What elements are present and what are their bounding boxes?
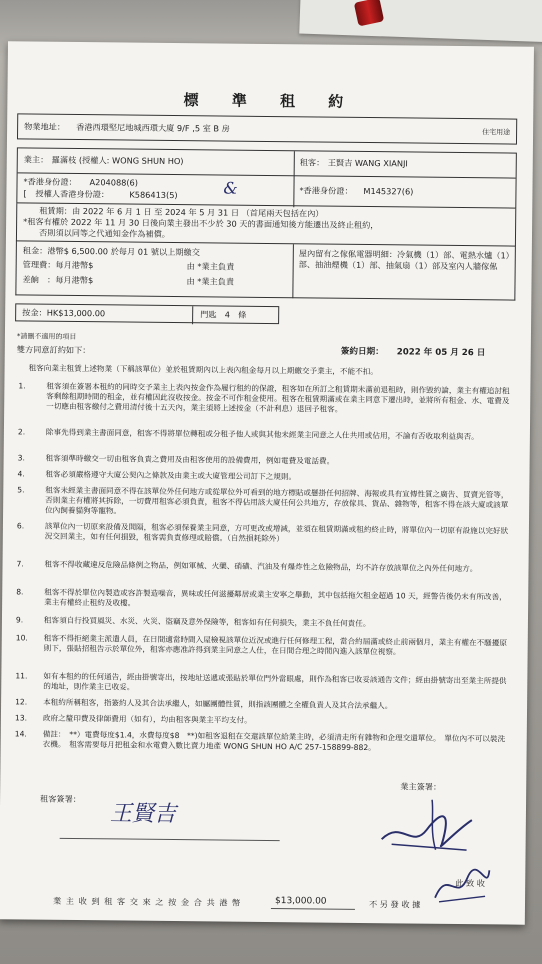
rent-box bbox=[15, 241, 516, 300]
deposit-box bbox=[15, 303, 279, 324]
auth-id: K586413(5) bbox=[129, 189, 178, 201]
landlord-id-label: *香港身份證： bbox=[23, 176, 77, 187]
property-usage: 住宅用途 bbox=[482, 128, 511, 137]
rates-by: 由 *業主負責 bbox=[186, 276, 235, 287]
break-clause: *租客有權於 2022 年 11 月 30 日後向業主發出不少於 30 天的書面通知後方能遷出及終止租約， bbox=[23, 216, 379, 231]
receipt-tail: 不 另 發 收 據 bbox=[368, 899, 421, 910]
clause-item: 8. 租客不得於單位內製造或容許製造噪音，異味或任何滋擾鄰居或業主安寧之舉動，其中包括拖欠租金超過 10 天，經警告後仍未有所改善，業主有權終止租約及收樓。 bbox=[16, 587, 507, 608]
tenant-sign-label: 租客簽署： bbox=[40, 793, 82, 805]
clause-item: 12. 本租約所稱租客，指簽約人及其合法承繼人，如屬團體性質，則指該團體之全權負責人及其合法承繼人。 bbox=[15, 697, 393, 711]
property-row bbox=[17, 113, 517, 144]
landlord-name: 羅滿枝 (授權人: WONG SHUN HO) bbox=[51, 154, 184, 167]
signing-date: 2022 年 05 月 26 日 bbox=[396, 347, 486, 359]
term-box bbox=[16, 203, 516, 246]
appliances-list: 屋內留有之傢俬電器明細：冷氣機（1）部、電熱水爐（1）部、抽油煙機（1）部、抽氣扇（1）部及室內人牆傢俬 bbox=[298, 248, 510, 272]
landlord-sign-label: 業主簽署： bbox=[400, 781, 442, 792]
tenant-id: M145327(6) bbox=[363, 185, 414, 197]
clause-item: 10. 租客不得拒絕業主派遣人員，在日間適當時間入屋檢視該單位近況或進行任何修理工程，當合約屆滿或終止前兩個月，業主有權在不騷擾原則下，張貼招租告示於單位外，租客亦應准許得到業主同意之人仕，在日間合理之時間內進入該單位視察。 bbox=[15, 633, 508, 657]
background-paper bbox=[299, 0, 542, 43]
initial-mark: & bbox=[223, 178, 238, 198]
tenant-id-label: *香港身份證： bbox=[299, 185, 353, 196]
clause-item: 11. 如有本租約的任何通告，經由掛號寄出，按地址送遞或張貼於單位門外當眼處，則作為租客已收妥該通告文件；經由掛號寄出至業主所提供的地址，則作業主已收妥。 bbox=[15, 671, 507, 692]
keys-count: 門匙 4 條 bbox=[200, 309, 247, 320]
footnote: *請刪不適用的項目 bbox=[16, 332, 77, 341]
receipt-amount: $13,000.00 bbox=[274, 896, 327, 907]
management-fee-by: 由 *業主負責 bbox=[186, 261, 235, 272]
clause-item: 3. 租客須準時繳交一切由租客負責之費用及由租客使用的設備費用，例如電費及電話費。 bbox=[17, 453, 335, 466]
landlord-label: 業主： bbox=[23, 154, 49, 165]
clause-item: 13. 政府之釐印費及律師費用（如有），均由租客與業主平均支付。 bbox=[14, 713, 252, 725]
signing-date-label: 簽約日期： bbox=[340, 346, 384, 358]
rates: 差餉 ：每月港幣$ bbox=[22, 274, 94, 286]
parties-box: 業主： 羅滿枝 (授權人: WONG SHUN HO) 租客： 王賢吉 WANG XIANJI *香港身份證： A204088(6) [ 授權人香港身份證： K586413(5) & *香港身份證： M145327(6) bbox=[16, 147, 517, 208]
deposit: 按金：HK$13,000.00 bbox=[22, 307, 106, 319]
clause-item: 7. 租客不得收藏違反危險品條例之物品，例如軍械、火藥、硝磺、汽油及有爆炸性之危險物品，均不許存放該單位之內外任何地方。 bbox=[16, 559, 478, 574]
clause-item: 1. 租客須在簽署本租約的同時交予業主上表內按金作為履行租約的保證，租客如在所訂之租賃期未滿前退租時，則作毀約論，業主有權追討租客剩餘租期時間的租金，並有權因此沒收按金。按金不可作租金使用。租客在租賃期滿或在業主同意下遷出時，並將所有租金、水、電費及一切應由租客繳付之費用清付後十五天內，業主須將上述按金（不計利息）退回予租客。 bbox=[18, 381, 510, 415]
landlord-id: A204088(6) bbox=[89, 177, 139, 188]
receipt-signature bbox=[427, 858, 498, 911]
clause-item: 2. 除事先得到業主書面同意，租客不得將單位轉租或分租予他人或與其他未經業主同意之人仕共用或佔用，不論有否收取利益與否。 bbox=[17, 427, 479, 442]
tenant-name: 王賢吉 WANG XIANJI bbox=[327, 157, 408, 169]
auth-id-label: 授權人香港身份證： bbox=[35, 188, 110, 200]
clause-item: 14. 備註： **）電費每度$1.4，水費每度$8 **)如租客退租在交還該單位給業主時，必須清走所有雜物和企理交還單位。 單位內不可以裝洗衣機。 租客需要每月把租金和水電費入數比賣力地產 WONG SHUN HO A/C 257-158899-882。 bbox=[14, 729, 506, 753]
parties-agree: 雙方同意訂約如下： bbox=[16, 344, 91, 356]
property-address: 香港西環堅尼地城西環大廈 9/F ,5 室 B 房 bbox=[76, 121, 230, 134]
clause-item: 5. 租客未經業主書面同意不得在該單位外任何地方或從單位外可看到的地方標貼或懸掛任何招牌、海報或具有宣傳性質之廣告、買賣光管等，否則業主有權將其拆除，一切費用租客必須負責，租客不得佔用該大廈任何公共地方，存放傢具、貨品、雜物等，租客不得在該大廈或該單位內飼養貓狗等寵物。 bbox=[17, 485, 509, 516]
clause-item: 4. 租客必須嚴格遵守大廈公契內之條款及由業主或大廈管理公司訂下之規則。 bbox=[17, 469, 297, 482]
landlord-signature bbox=[371, 789, 492, 860]
rent-line: 租金：港幣$ 6,500.00 於每月 01 號以上期繳交 bbox=[22, 245, 200, 258]
clause-item: 6. 該單位內一切原來設備及間隔，租客必須保養業主同意，方可更改或增減，並須在租賃期滿或租約終止時，將單位內一切原有設施以完好狀況交回業主，如有任何損毀，租客需負責修理或賠償。（自然損耗除外） bbox=[16, 521, 509, 544]
receipt-text: 業 主 收 到 租 客 交 來 之 按 金 合 共 港 幣 bbox=[52, 895, 242, 908]
property-address-label: 物業地址： bbox=[24, 121, 66, 132]
clause-item: 9. 租客須自行投買風災、水災、火災、盜竊及意外保險等，租客如有任何損失，業主不負任何責任。 bbox=[15, 615, 371, 629]
lease-document bbox=[0, 41, 534, 924]
tenant-signature: 王賢吉 bbox=[109, 801, 177, 828]
term-line: 租賃期：由 2022 年 6 月 1 日 至 2024 年 5 月 31 日 （首尾兩天包括在內） bbox=[39, 205, 324, 219]
receipt-end: 此 致 收 bbox=[455, 877, 486, 889]
intro-text: 租客向業主租賃上述物業（下稱該單位）並於租賃期內以上表內租金每月以上期繳交予業主，不能不扣。 bbox=[28, 363, 378, 377]
break-clause-2: 否則須以同等之代通知金作為補償。 bbox=[38, 227, 171, 239]
tenant-label: 租客： bbox=[299, 157, 325, 168]
document-title: 標 準 租 約 bbox=[183, 91, 358, 111]
management-fee: 管理費：每月港幣$ bbox=[22, 259, 94, 271]
